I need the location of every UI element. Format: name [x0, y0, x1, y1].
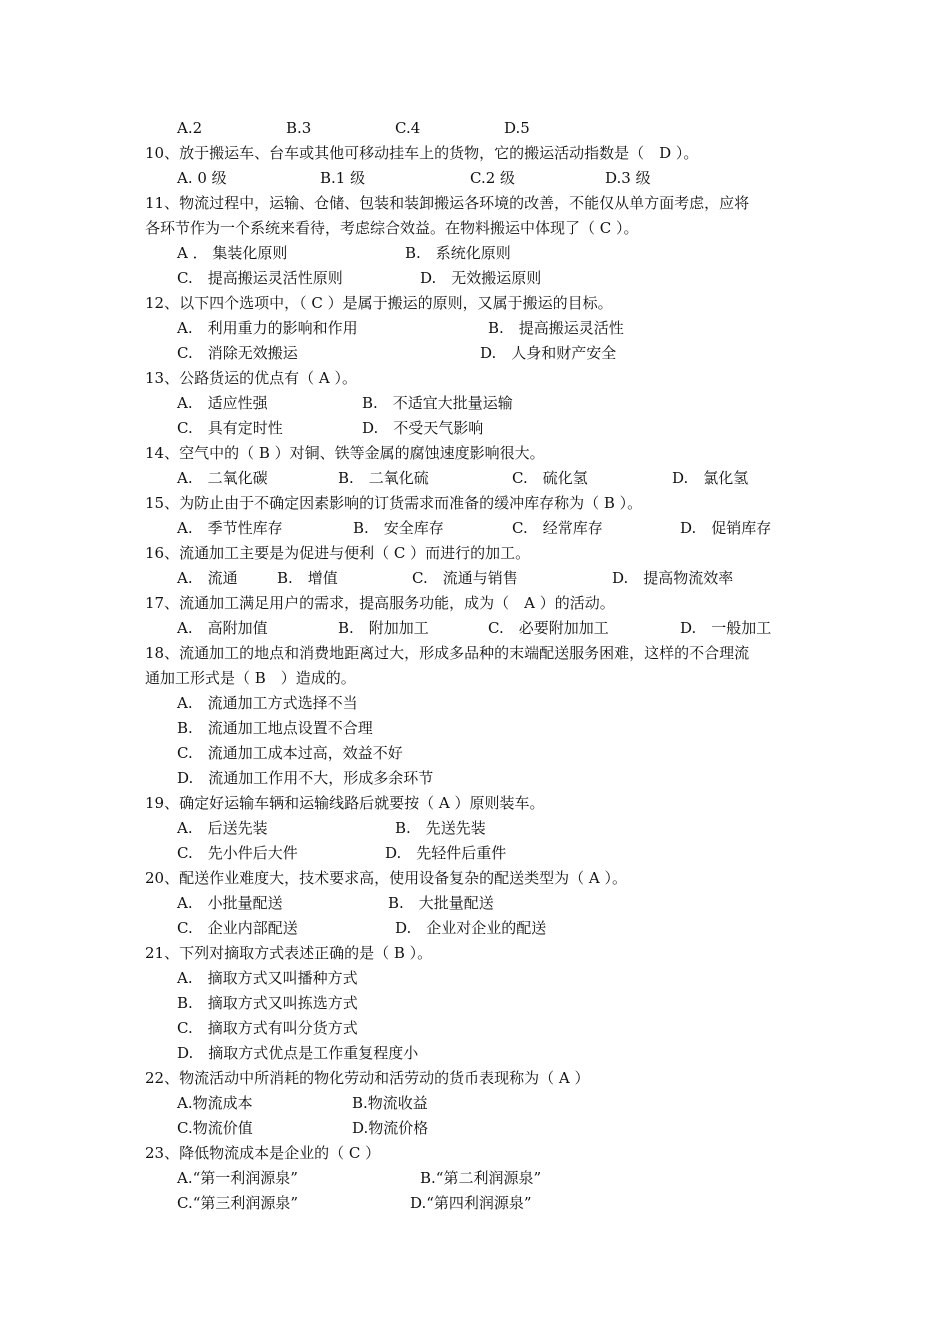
- question-text: 19、确定好运输车辆和运输线路后就要按（ A ）原则装车。: [145, 794, 545, 812]
- question-text: 11、物流过程中，运输、仓储、包装和装卸搬运各环境的改善，不能仅从单方面考虑，应将: [145, 194, 750, 212]
- option-d: D. 氯化氢: [672, 469, 749, 487]
- question-text: 23、降低物流成本是企业的（ C ）: [145, 1144, 381, 1162]
- option-b: B. 二氧化硫: [338, 469, 429, 487]
- option-b: B.物流收益: [352, 1094, 428, 1112]
- option-c: C. 经常库存: [512, 519, 603, 537]
- option-b: B. 不适宜大批量运输: [362, 394, 513, 412]
- option-d: D.物流价格: [352, 1119, 429, 1137]
- option-c: C. 提高搬运灵活性原则: [177, 269, 343, 287]
- option-c: C.物流价值: [177, 1119, 253, 1137]
- option-d: D. 企业对企业的配送: [395, 919, 547, 937]
- option-d: D. 提高物流效率: [612, 569, 734, 587]
- question-text: 20、配送作业难度大，技术要求高，使用设备复杂的配送类型为（ A ）。: [145, 869, 627, 887]
- option-a: A. 小批量配送: [177, 894, 283, 912]
- option-a: A. 二氧化碳: [177, 469, 268, 487]
- option-a: A.“第一利润源泉”: [177, 1169, 298, 1187]
- option-c: C. 具有定时性: [177, 419, 283, 437]
- option-a: A. 摘取方式又叫播种方式: [177, 969, 358, 987]
- option-c: C. 摘取方式有叫分货方式: [177, 1019, 358, 1037]
- option-b: B. 大批量配送: [388, 894, 494, 912]
- option-b: B.1 级: [320, 169, 366, 187]
- option-a: A. 0 级: [177, 169, 227, 187]
- option-a: A.物流成本: [177, 1094, 253, 1112]
- question-text: 18、流通加工的地点和消费地距离过大，形成多品种的末端配送服务困难，这样的不合理流: [145, 644, 750, 662]
- question-text: 16、流通加工主要是为促进与便利（ C ）而进行的加工。: [145, 544, 531, 562]
- question-text: 通加工形式是（ B ）造成的。: [145, 669, 356, 687]
- option-a: A. 高附加值: [177, 619, 268, 637]
- option-c: C. 企业内部配送: [177, 919, 298, 937]
- question-text: 12、以下四个选项中，（ C ）是属于搬运的原则，又属于搬运的目标。: [145, 294, 613, 312]
- option-b: B.3: [286, 119, 312, 137]
- option-d: D. 流通加工作用不大，形成多余环节: [177, 769, 434, 787]
- option-d: D. 不受天气影响: [362, 419, 484, 437]
- option-c: C.“第三利润源泉”: [177, 1194, 299, 1212]
- option-a: A.2: [177, 119, 203, 137]
- option-a: A. 利用重力的影响和作用: [177, 319, 358, 337]
- option-b: B. 提高搬运灵活性: [488, 319, 624, 337]
- option-c: C.2 级: [470, 169, 516, 187]
- option-c: C. 消除无效搬运: [177, 344, 298, 362]
- question-text: 17、流通加工满足用户的需求，提高服务功能，成为（ A ）的活动。: [145, 594, 615, 612]
- option-b: B. 系统化原则: [405, 244, 511, 262]
- option-b: B. 附加加工: [338, 619, 429, 637]
- option-c: C. 流通与销售: [412, 569, 518, 587]
- option-c: C. 先小件后大件: [177, 844, 298, 862]
- option-b: B.“第二利润源泉”: [420, 1169, 542, 1187]
- question-text: 15、为防止由于不确定因素影响的订货需求而准备的缓冲库存称为（ B ）。: [145, 494, 643, 512]
- option-b: B. 增值: [277, 569, 338, 587]
- option-a: A. 季节性库存: [177, 519, 283, 537]
- option-d: D. 一般加工: [680, 619, 772, 637]
- question-text: 10、放于搬运车、台车或其他可移动挂车上的货物，它的搬运活动指数是（ D ）。: [145, 144, 699, 162]
- option-c: C. 流通加工成本过高，效益不好: [177, 744, 403, 762]
- option-a: A. 适应性强: [177, 394, 268, 412]
- option-d: D. 促销库存: [680, 519, 772, 537]
- question-text: 13、公路货运的优点有（ A ）。: [145, 369, 357, 387]
- option-a: A ． 集装化原则: [177, 244, 288, 262]
- option-d: D.“第四利润源泉”: [410, 1194, 532, 1212]
- option-d: D. 无效搬运原则: [420, 269, 542, 287]
- option-c: C.4: [395, 119, 421, 137]
- option-c: C. 硫化氢: [512, 469, 588, 487]
- question-text: 21、下列对摘取方式表述正确的是（ B ）。: [145, 944, 433, 962]
- option-a: A. 后送先装: [177, 819, 268, 837]
- option-d: D. 人身和财产安全: [480, 344, 617, 362]
- question-text: 各环节作为一个系统来看待，考虑综合效益。在物料搬运中体现了（ C ）。: [145, 219, 639, 237]
- option-d: D.3 级: [605, 169, 651, 187]
- option-d: D. 先轻件后重件: [385, 844, 507, 862]
- question-text: 14、空气中的（ B ）对铜、铁等金属的腐蚀速度影响很大。: [145, 444, 545, 462]
- option-b: B. 摘取方式又叫拣选方式: [177, 994, 358, 1012]
- option-a: A. 流通加工方式选择不当: [177, 694, 358, 712]
- question-text: 22、物流活动中所消耗的物化劳动和活劳动的货币表现称为（ A ）: [145, 1069, 590, 1087]
- option-d: D.5: [504, 119, 530, 137]
- option-b: B. 流通加工地点设置不合理: [177, 719, 373, 737]
- option-b: B. 先送先装: [395, 819, 486, 837]
- option-b: B. 安全库存: [353, 519, 444, 537]
- option-d: D. 摘取方式优点是工作重复程度小: [177, 1044, 419, 1062]
- option-a: A. 流通: [177, 569, 238, 587]
- option-c: C. 必要附加加工: [488, 619, 609, 637]
